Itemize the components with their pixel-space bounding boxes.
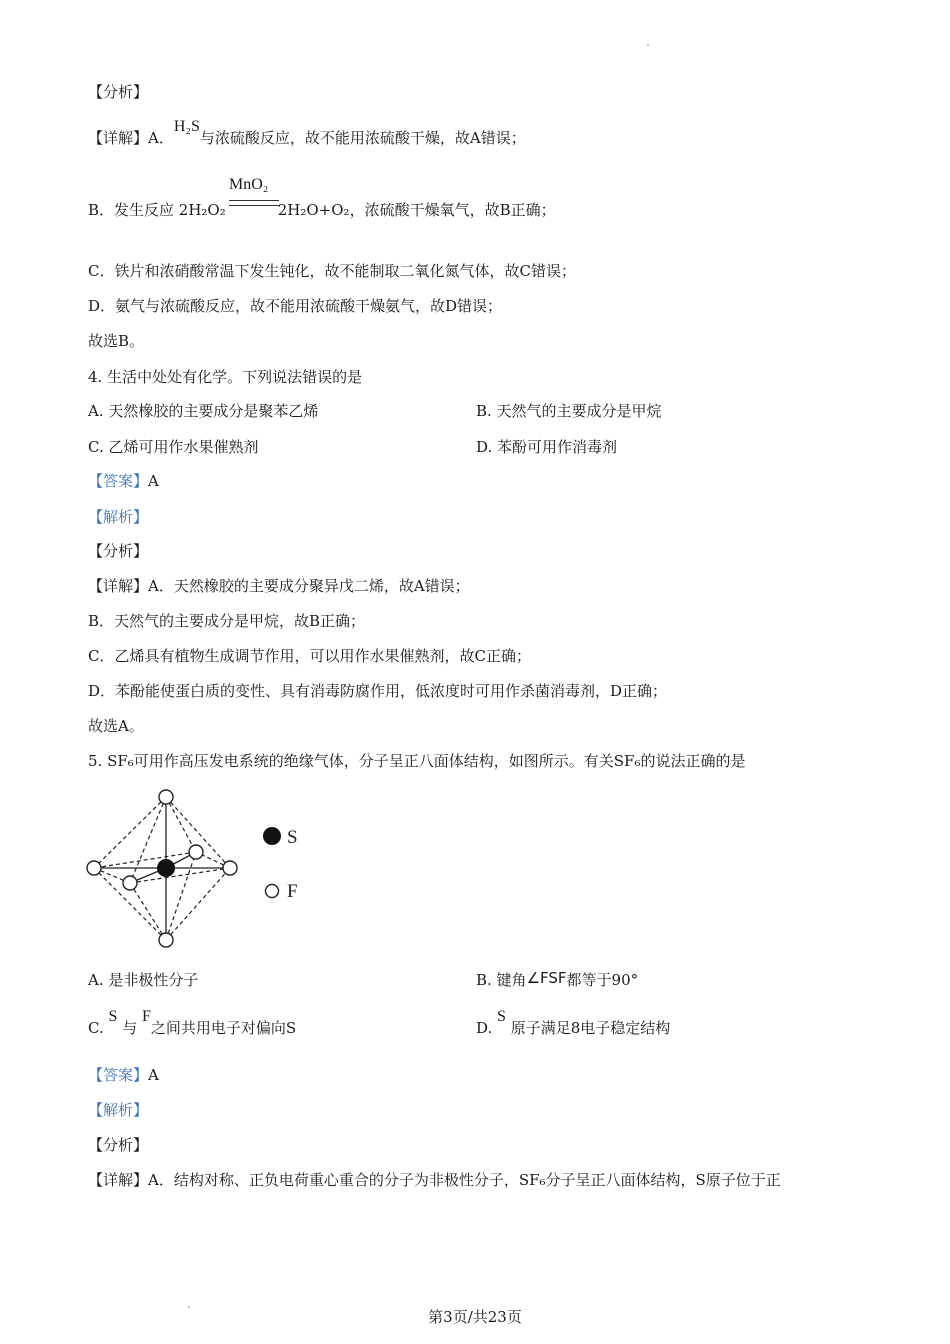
page-footer: 第3页/共23页	[428, 1308, 522, 1326]
f-atom-top	[159, 790, 173, 804]
q5-option-b: B. 键角∠FSF都等于90°	[476, 969, 639, 989]
legend-s-label: S	[287, 827, 298, 848]
q5-fenxi: 【分析】	[88, 1136, 149, 1154]
q5-answer: 【答案】A	[88, 1066, 159, 1084]
legend-f-label: F	[287, 881, 298, 902]
q4-jiexi: 【解析】	[88, 508, 149, 526]
s-atom-center	[157, 859, 175, 877]
q5-option-a: A. 是非极性分子	[88, 971, 199, 989]
detail-line-c: C．铁片和浓硝酸常温下发生钝化，故不能制取二氧化氮气体，故C错误；	[88, 262, 576, 280]
q5-jiexi: 【解析】	[88, 1101, 149, 1119]
q4-option-d: D. 苯酚可用作消毒剂	[476, 438, 618, 456]
q4-detail-4: D．苯酚能使蛋白质的变性、具有消毒防腐作用，低浓度时可用作杀菌消毒剂，D正确；	[88, 682, 668, 700]
question-5: 5. SF₆可用作高压发电系统的绝缘气体，分子呈正八面体结构，如图所示。有关SF₆的说法正确的是	[88, 752, 746, 770]
f-atom-back	[189, 845, 203, 859]
q4-option-b: B. 天然气的主要成分是甲烷	[476, 402, 662, 420]
q4-fenxi: 【分析】	[88, 542, 149, 560]
q4-option-c: C. 乙烯可用作水果催熟剂	[88, 438, 259, 456]
speck	[647, 44, 649, 46]
analysis-label: 【分析】	[88, 83, 149, 101]
f-atom-front	[123, 876, 137, 890]
sf6-octahedron-diagram	[80, 785, 320, 955]
q4-detail-2: B．天然气的主要成分是甲烷，故B正确；	[88, 612, 366, 630]
legend-s-icon	[263, 827, 281, 845]
catalyst-mno2: MnO₂	[229, 176, 269, 193]
q5-option-c: C. S 与 F之间共用电子对偏向S	[88, 1008, 297, 1037]
q4-option-a: A. 天然橡胶的主要成分是聚苯乙烯	[88, 402, 319, 420]
q5-detail-1: 【详解】A．结构对称、正负电荷重心重合的分子为非极性分子，SF₆分子呈正八面体结构，S原子位于正	[88, 1171, 781, 1189]
formula-h2s: H₂S	[173, 118, 200, 135]
legend-f-icon	[266, 885, 279, 898]
f-atom-bottom	[159, 933, 173, 947]
q5-option-d: D. S 原子满足8电子稳定结构	[476, 1008, 671, 1037]
f-atom-left	[87, 861, 101, 875]
q4-detail-1: 【详解】A．天然橡胶的主要成分聚异戊二烯，故A错误；	[88, 577, 470, 595]
q4-detail-3: C．乙烯具有植物生成调节作用，可以用作水果催熟剂，故C正确；	[88, 647, 531, 665]
f-atom-right	[223, 861, 237, 875]
detail-line-d: D．氨气与浓硫酸反应，故不能用浓硫酸干燥氨气，故D错误；	[88, 297, 503, 315]
q4-answer: 【答案】A	[88, 472, 159, 490]
question-4: 4. 生活中处处有化学。下列说法错误的是	[88, 368, 363, 386]
conclusion-b: 故选B。	[88, 332, 145, 350]
detail-line-b: B．发生反应 2H₂O₂ 2H₂O+O₂，浓硫酸干燥氧气，故B正确；	[88, 201, 556, 219]
angle-fsf: ∠FSF	[526, 969, 567, 987]
q4-conclusion: 故选A。	[88, 717, 144, 735]
detail-line-a: 【详解】A．H₂S与浓硫酸反应，故不能用浓硫酸干燥，故A错误；	[88, 118, 526, 147]
